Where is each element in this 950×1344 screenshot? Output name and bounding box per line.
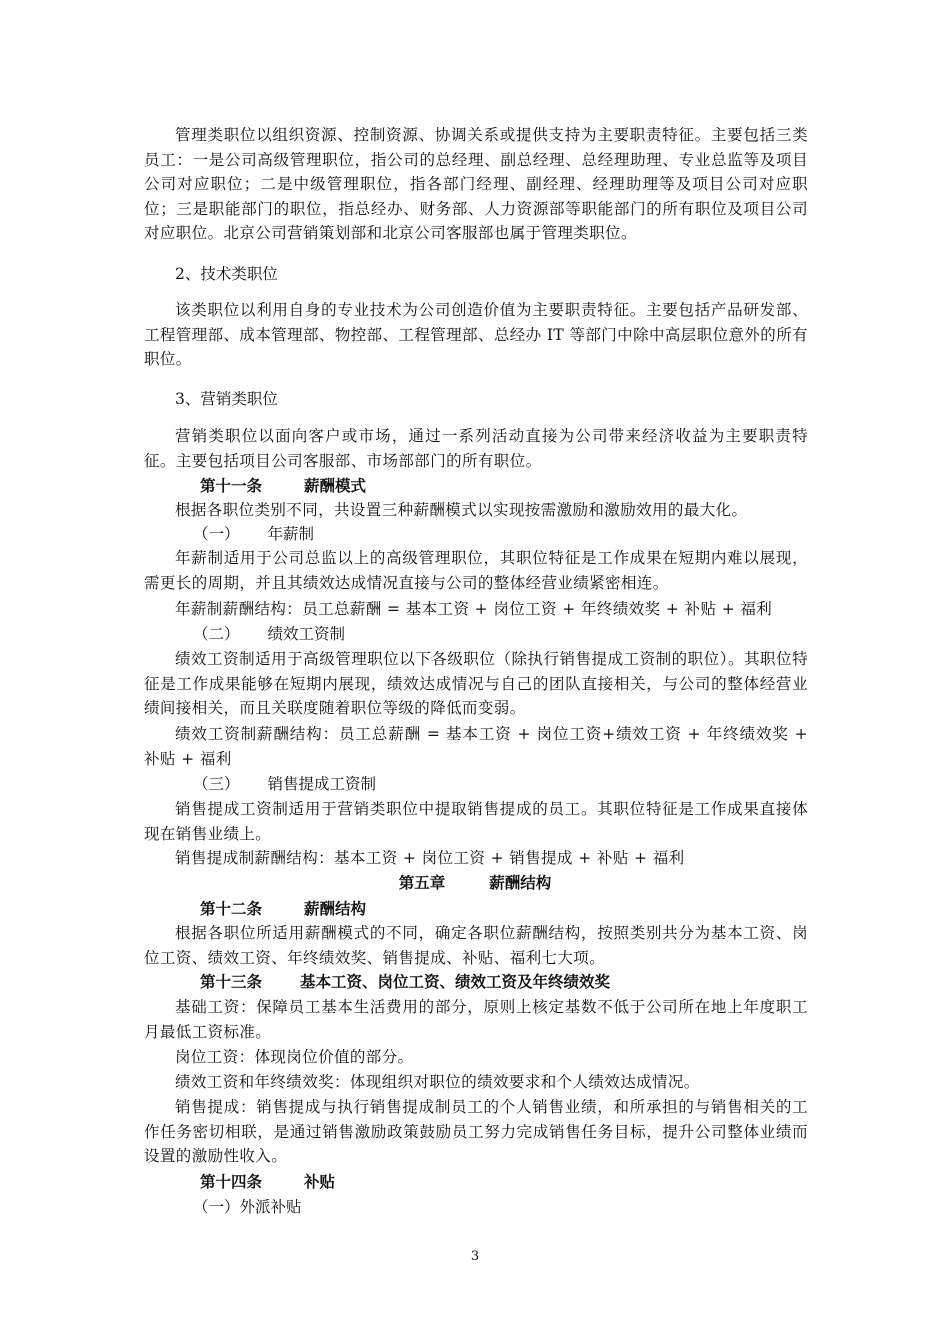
subsection-3-title: 销售提成工资制 [267, 775, 377, 793]
paragraph-salary-structure: 根据各职位所适用薪酬模式的不同，确定各职位薪酬结构，按照类别共分为基本工资、岗位工资、绩效工资、年终绩效奖、销售提成、补贴、福利七大项。 [144, 924, 808, 967]
paragraph-sales-commission: 销售提成工资制适用于营销类职位中提取销售提成的员工。其职位特征是工作成果直接体现在销售业绩上。 [144, 800, 808, 843]
subsection-1-title: 年薪制 [267, 525, 315, 543]
article-14-title: 补贴 [304, 1172, 336, 1191]
article-12-number: 第十二条 [200, 899, 263, 918]
paragraph-performance-salary-structure: 绩效工资制薪酬结构：员工总薪酬 = 基本工资 + 岗位工资+绩效工资 + 年终绩效奖 + 补贴 + 福利 [144, 725, 808, 768]
paragraph-management-positions: 管理类职位以组织资源、控制资源、协调关系或提供支持为主要职责特征。主要包括三类员工：一是公司高级管理职位，指公司的总经理、副总经理、总经理助理、专业总监等及项目公司对应职位；二是中级管理职位，指各部门经理、副经理、经理助理等及项目公司对应职位；三是职能部门的职位，指总经办、财务部、人力资源部等职能部门的所有职位及项目公司对应职位。北京公司营销策划部和北京公司客服部也属于管理类职位。 [144, 126, 808, 242]
paragraph-position-salary: 岗位工资：体现岗位价值的部分。 [175, 1048, 414, 1066]
item-technical-positions: 2、技术类职位 [175, 265, 278, 283]
article-11-title: 薪酬模式 [304, 476, 367, 495]
paragraph-technical-positions: 该类职位以利用自身的专业技术为公司创造价值为主要职责特征。主要包括产品研发部、工程管理部、成本管理部、物控部、工程管理部、总经办 IT 等部门中除中高层职位意外的所有职位。 [144, 301, 808, 368]
subsection-expat-allowance: （一）外派补贴 [193, 1198, 302, 1216]
article-14-heading [200, 1170, 335, 1194]
subsection-2-title: 绩效工资制 [267, 625, 346, 643]
paragraph-marketing-positions: 营销类职位以面向客户或市场，通过一系列活动直接为公司带来经济收益为主要职责特征。主要包括项目公司客服部、市场部部门的所有职位。 [144, 427, 808, 470]
paragraph-salary-modes: 根据各职位类别不同，共设置三种薪酬模式以实现按需激励和激励效用的最大化。 [175, 501, 748, 519]
subsection-2-number: （二） [193, 625, 240, 643]
article-11-number: 第十一条 [200, 476, 263, 495]
subsection-1-number: （一） [193, 525, 240, 543]
chapter-number: 第五章 [398, 873, 446, 892]
article-13-title: 基本工资、岗位工资、绩效工资及年终绩效奖 [300, 972, 611, 991]
paragraph-performance-salary: 绩效工资制适用于高级管理职位以下各级职位（除执行销售提成工资制的职位）。其职位特征是工作成果能够在短期内展现，绩效达成情况与自己的团队直接相关，与公司的整体经营业绩间接相关，而且关联度随着职位等级的降低而变弱。 [144, 650, 808, 717]
subsection-3-number: （三） [193, 775, 240, 793]
page-number: 3 [470, 1249, 480, 1264]
chapter-5-heading [0, 871, 950, 895]
paragraph-sales-commission-structure: 销售提成制薪酬结构：基本工资 + 岗位工资 + 销售提成 + 补贴 + 福利 [175, 849, 685, 867]
paragraph-sales-commission-definition: 销售提成：销售提成与执行销售提成制员工的个人销售业绩，和所承担的与销售相关的工作任务密切相联，是通过销售激励政策鼓励员工努力完成销售任务目标，提升公司整体业绩而设置的激励性收入。 [144, 1098, 808, 1165]
subsection-sales-commission [193, 772, 376, 796]
paragraph-annual-salary: 年薪制适用于公司总监以上的高级管理职位，其职位特征是工作成果在短期内难以展现，需更长的周期，并且其绩效达成情况直接与公司的整体经营业绩紧密相连。 [144, 549, 808, 592]
paragraph-annual-salary-structure: 年薪制薪酬结构：员工总薪酬 = 基本工资 + 岗位工资 + 年终绩效奖 + 补贴 + 福利 [175, 600, 773, 618]
item-marketing-positions: 3、营销类职位 [175, 390, 278, 408]
paragraph-performance-bonus: 绩效工资和年终绩效奖：体现组织对职位的绩效要求和个人绩效达成情况。 [175, 1073, 700, 1091]
subsection-annual-salary [193, 522, 314, 546]
article-13-heading [200, 970, 610, 994]
article-12-heading [200, 897, 366, 921]
chapter-title: 薪酬结构 [489, 873, 552, 892]
article-13-number: 第十三条 [200, 972, 263, 991]
paragraph-basic-salary: 基础工资：保障员工基本生活费用的部分，原则上核定基数不低于公司所在地上年度职工月最低工资标准。 [144, 998, 808, 1041]
subsection-performance-salary [193, 622, 345, 646]
article-12-title: 薪酬结构 [304, 899, 367, 918]
article-14-number: 第十四条 [200, 1172, 263, 1191]
article-11-heading [200, 474, 366, 498]
